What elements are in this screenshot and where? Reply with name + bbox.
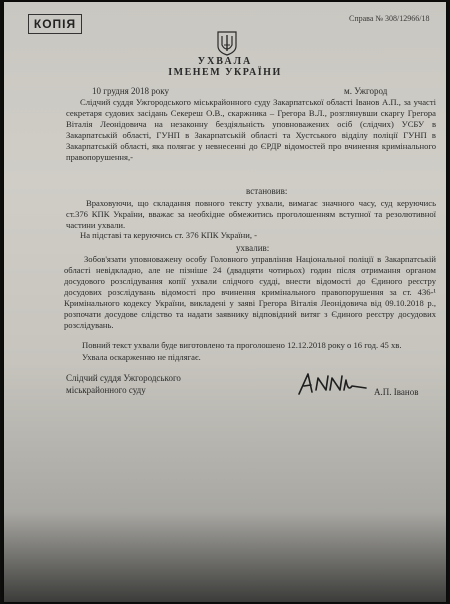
judge-role [66,372,181,396]
resolved-heading: ухвалив: [236,243,270,253]
copy-stamp: КОПІЯ [28,14,82,34]
trident-icon [216,30,238,56]
ruling-date: 10 грудня 2018 року [92,86,170,96]
basis-paragraph: На підставі та керуючись ст. 376 КПК України, - [80,230,258,240]
document-subtitle: ІМЕНЕМ УКРАЇНИ [168,67,282,78]
full-text-note: Повний текст ухвали буде виготовлено та проголошено 12.12.2018 року о 16 год. 45 хв. [82,340,402,350]
document-title: УХВАЛА [197,56,253,67]
appeal-note: Ухвала оскарженню не підлягає. [82,352,201,362]
document-page [4,2,446,602]
judge-role-line-2: міськрайонного суду [66,385,146,395]
judge-role-line-1: Слідчий суддя Ужгородського [66,373,181,383]
established-paragraph: Враховуючи, що складання повного тексту ухвали, вимагає значного часу, суд керуючись ст.376 КПК України, вважає за необхідне обмежитись проголошенням вступної та резолютивної частини ухвали. [66,198,436,230]
ruling-city: м. Ужгород [344,86,388,96]
handwritten-signature [296,368,368,402]
established-heading: встановив: [246,186,288,196]
intro-paragraph: Слідчий суддя Ужгородського міськрайонного суду Закарпатської області Іванов А.П., за участі секретаря судових засідань Секереш О.В., скаржника – Грегора В.Л., розглянувши скаргу Грегора Віталія Леонідовича на незаконну бездіяльність уповноважених осіб (слідчих) УСБУ в Закарпатській області, ГУНП в Закарпатській області та Хустського відділу поліції ГУНП в Закарпатській області, яка полягає у невнесенні до ЄРДР відомостей про вчинення кримінального правопорушення,- [66,97,436,162]
resolved-paragraph: Зобов'язати уповноважену особу Головного управління Національної поліції в Закарпатській області невідкладно, але не пізніше 24 (двадцяти чотирьох) годин після отримання органом досудового розслідування копії ухвали слідчого судді, внести відомості до Єдиного реєстру досудових розслідувань відомості про вчинення кримінального правопорушення за ст. 436-¹ Кримінального кодексу України, викладені у заяві Грегора Віталія Леонідовича від 09.10.2018 р., розпочати досудове слідство та надати заявнику відповідний витяг з Єдиного реєстру досудових розслідувань. [64,254,436,330]
judge-name: А.П. Іванов [374,387,419,397]
case-number: Справа № 308/12966/18 [349,14,430,23]
